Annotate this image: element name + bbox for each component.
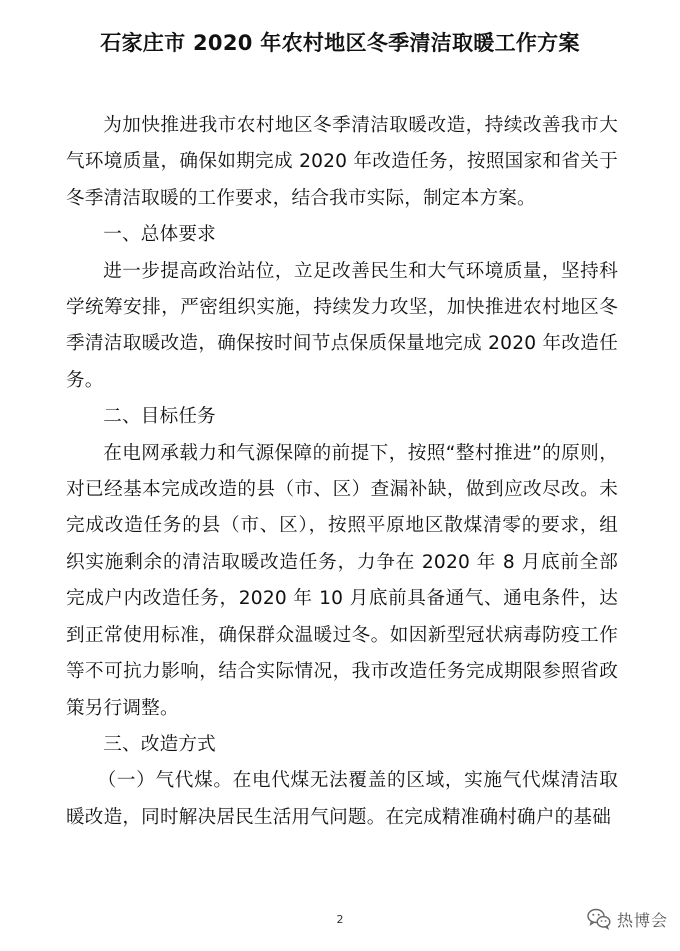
paragraph-targets: 在电网承载力和气源保障的前提下，按照“整村推进”的原则，对已经基本完成改造的县（市、区）查漏补缺，做到应改尽改。未完成改造任务的县（市、区），按照平原地区散煤清零的要求，组织实施剩余的清洁取暖改造任务，力争在 2020 年 8 月底前全部完成户内改造任务，2020 年 10 月底前具备通气、通电条件，达到正常使用标准，确保群众温暖过冬。如因新型冠状病毒防疫工作等不可抗力影响，结合实际情况，我市改造任务完成期限参照省政策另行调整。 [66,442,618,719]
paragraph-intro: 为加快推进我市农村地区冬季清洁取暖改造，持续改善我市大气环境质量，确保如期完成 2020 年改造任务，按照国家和省关于冬季清洁取暖的工作要求，结合我市实际，制定本方案。 [66,115,618,209]
paragraph-general-requirements: 进一步提高政治站位，立足改善民生和大气环境质量，坚持科学统筹安排，严密组织实施，持续发力攻坚，加快推进农村地区冬季清洁取暖改造，确保按时间节点保质保量地完成 2020 年改造任务。 [66,260,618,391]
watermark [587,906,668,932]
section-heading-targets: 二、目标任务 [103,406,216,428]
watermark-text: 热博会 [616,910,668,930]
section-heading-methods: 三、改造方式 [103,733,216,755]
wechat-logo-icon [587,908,611,930]
document-title: 石家庄市 2020 年农村地区冬季清洁取暖工作方案 [100,31,580,55]
section-heading-general-requirements: 一、总体要求 [103,224,216,246]
document-body [66,108,618,836]
paragraph-gas-for-coal: （一）气代煤。在电代煤无法覆盖的区域，实施气代煤清洁取暖改造，同时解决居民生活用气问题。在完成精准确村确户的基础 [66,770,618,828]
page-number: 2 [336,913,344,926]
